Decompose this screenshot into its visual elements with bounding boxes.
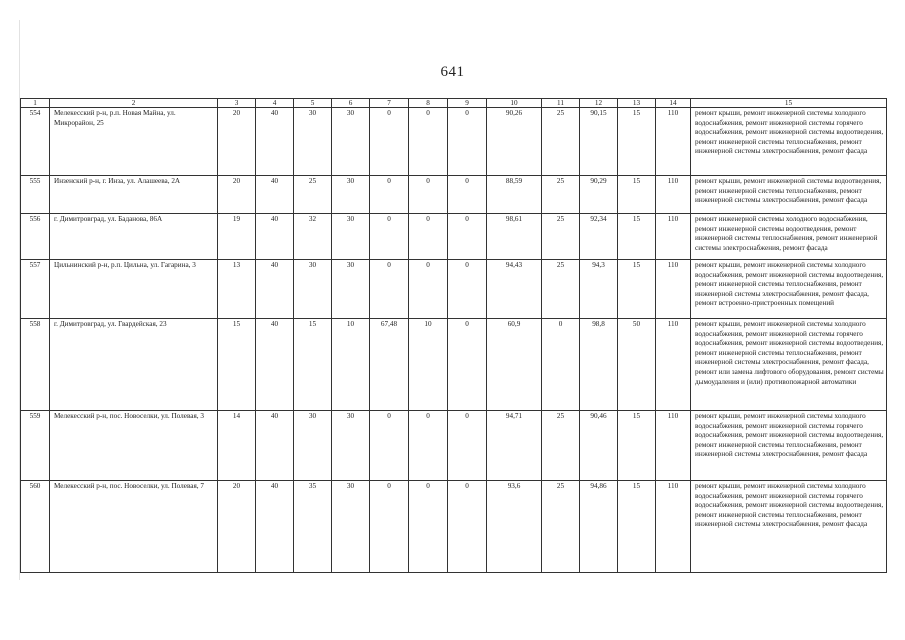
value-cell: 0	[448, 176, 487, 214]
value-cell: 15	[618, 214, 656, 260]
value-cell: 15	[218, 319, 256, 411]
value-cell: 0	[448, 214, 487, 260]
value-cell: 30	[294, 260, 332, 319]
value-cell: 0	[409, 108, 448, 176]
works-cell: ремонт крыши, ремонт инженерной системы холодного водоснабжения, ремонт инженерной системы водоотведения, ремонт инженерной системы теплоснабжения, ремонт инженерной системы электроснабжения, ремонт фасада, ремонт встроенно-пристроенных помещений	[691, 260, 887, 319]
value-cell: 60,9	[487, 319, 542, 411]
value-cell: 25	[542, 260, 580, 319]
header-cell: 3	[218, 99, 256, 108]
header-cell: 1	[21, 99, 50, 108]
row-number: 555	[21, 176, 50, 214]
value-cell: 50	[618, 319, 656, 411]
value-cell: 0	[542, 319, 580, 411]
header-cell: 6	[332, 99, 370, 108]
table-row	[21, 411, 887, 481]
value-cell: 98,8	[580, 319, 618, 411]
value-cell: 10	[409, 319, 448, 411]
value-cell: 90,29	[580, 176, 618, 214]
value-cell: 90,26	[487, 108, 542, 176]
value-cell: 0	[448, 481, 487, 573]
value-cell: 0	[370, 176, 409, 214]
value-cell: 15	[618, 481, 656, 573]
value-cell: 0	[448, 108, 487, 176]
value-cell: 88,59	[487, 176, 542, 214]
header-cell: 15	[691, 99, 887, 108]
value-cell: 0	[370, 108, 409, 176]
value-cell: 110	[656, 176, 691, 214]
value-cell: 0	[370, 260, 409, 319]
value-cell: 94,86	[580, 481, 618, 573]
value-cell: 92,34	[580, 214, 618, 260]
value-cell: 110	[656, 214, 691, 260]
capital-repair-register-table	[20, 98, 887, 573]
table-row	[21, 108, 887, 176]
value-cell: 110	[656, 108, 691, 176]
value-cell: 94,3	[580, 260, 618, 319]
value-cell: 30	[332, 108, 370, 176]
value-cell: 40	[256, 108, 294, 176]
value-cell: 0	[409, 176, 448, 214]
value-cell: 30	[332, 411, 370, 481]
value-cell: 15	[294, 319, 332, 411]
value-cell: 40	[256, 319, 294, 411]
row-number: 559	[21, 411, 50, 481]
value-cell: 20	[218, 176, 256, 214]
address-cell: Мелекесский р-н, пос. Новоселки, ул. Полевая, 3	[50, 411, 218, 481]
value-cell: 40	[256, 176, 294, 214]
works-cell: ремонт крыши, ремонт инженерной системы холодного водоснабжения, ремонт инженерной системы горячего водоснабжения, ремонт инженерной системы водоотведения, ремонт инженерной системы теплоснабжения, ремонт инженерной системы электроснабжения, ремонт фасада	[691, 108, 887, 176]
value-cell: 98,61	[487, 214, 542, 260]
table-row	[21, 214, 887, 260]
value-cell: 13	[218, 260, 256, 319]
row-number: 554	[21, 108, 50, 176]
value-cell: 90,46	[580, 411, 618, 481]
header-cell: 9	[448, 99, 487, 108]
value-cell: 110	[656, 481, 691, 573]
table-row	[21, 260, 887, 319]
value-cell: 90,15	[580, 108, 618, 176]
value-cell: 110	[656, 319, 691, 411]
header-cell: 11	[542, 99, 580, 108]
works-cell: ремонт крыши, ремонт инженерной системы холодного водоснабжения, ремонт инженерной системы горячего водоснабжения, ремонт инженерной системы водоотведения, ремонт инженерной системы теплоснабжения, ремонт инженерной системы электроснабжения, ремонт фасада, ремонт или замена лифтового оборудования, ремонт системы дымоудаления и (или) противопожарной автоматики	[691, 319, 887, 411]
value-cell: 94,71	[487, 411, 542, 481]
value-cell: 93,6	[487, 481, 542, 573]
value-cell: 0	[409, 411, 448, 481]
works-cell: ремонт инженерной системы холодного водоснабжения, ремонт инженерной системы водоотведения, ремонт инженерной системы теплоснабжения, ремонт инженерной системы электроснабжения, ремонт фасада	[691, 214, 887, 260]
value-cell: 32	[294, 214, 332, 260]
table-row	[21, 481, 887, 573]
value-cell: 35	[294, 481, 332, 573]
value-cell: 25	[542, 176, 580, 214]
header-cell: 5	[294, 99, 332, 108]
value-cell: 25	[542, 481, 580, 573]
value-cell: 20	[218, 481, 256, 573]
header-cell: 12	[580, 99, 618, 108]
value-cell: 0	[448, 411, 487, 481]
value-cell: 14	[218, 411, 256, 481]
table-row	[21, 319, 887, 411]
address-cell: г. Димитровград, ул. Гвардейская, 23	[50, 319, 218, 411]
value-cell: 25	[542, 214, 580, 260]
value-cell: 40	[256, 411, 294, 481]
value-cell: 15	[618, 176, 656, 214]
value-cell: 25	[294, 176, 332, 214]
value-cell: 0	[370, 481, 409, 573]
header-cell: 10	[487, 99, 542, 108]
header-cell: 13	[618, 99, 656, 108]
value-cell: 40	[256, 481, 294, 573]
value-cell: 0	[370, 411, 409, 481]
address-cell: г. Димитровград, ул. Баданова, 86А	[50, 214, 218, 260]
value-cell: 40	[256, 214, 294, 260]
address-cell: Мелекесский р-н, пос. Новоселки, ул. Полевая, 7	[50, 481, 218, 573]
value-cell: 15	[618, 260, 656, 319]
value-cell: 30	[332, 481, 370, 573]
header-cell: 8	[409, 99, 448, 108]
value-cell: 0	[370, 214, 409, 260]
header-cell: 7	[370, 99, 409, 108]
table-row	[21, 176, 887, 214]
row-number: 558	[21, 319, 50, 411]
value-cell: 15	[618, 411, 656, 481]
value-cell: 15	[618, 108, 656, 176]
value-cell: 10	[332, 319, 370, 411]
value-cell: 0	[409, 481, 448, 573]
header-cell: 2	[50, 99, 218, 108]
address-cell: Мелекесский р-н, р.п. Новая Майна, ул. Микрорайон, 25	[50, 108, 218, 176]
value-cell: 30	[294, 108, 332, 176]
address-cell: Инзенский р-н, г. Инза, ул. Алашеева, 2А	[50, 176, 218, 214]
value-cell: 0	[409, 214, 448, 260]
value-cell: 0	[448, 260, 487, 319]
header-cell: 4	[256, 99, 294, 108]
value-cell: 30	[332, 260, 370, 319]
works-cell: ремонт крыши, ремонт инженерной системы водоотведения, ремонт инженерной системы теплоснабжения, ремонт инженерной системы электроснабжения, ремонт фасада	[691, 176, 887, 214]
works-cell: ремонт крыши, ремонт инженерной системы холодного водоснабжения, ремонт инженерной системы горячего водоснабжения, ремонт инженерной системы водоотведения, ремонт инженерной системы теплоснабжения, ремонт инженерной системы электроснабжения, ремонт фасада	[691, 411, 887, 481]
value-cell: 0	[409, 260, 448, 319]
works-cell: ремонт крыши, ремонт инженерной системы холодного водоснабжения, ремонт инженерной системы горячего водоснабжения, ремонт инженерной системы водоотведения, ремонт инженерной системы теплоснабжения, ремонт инженерной системы электроснабжения, ремонт фасада	[691, 481, 887, 573]
value-cell: 20	[218, 108, 256, 176]
value-cell: 94,43	[487, 260, 542, 319]
value-cell: 110	[656, 260, 691, 319]
page-number: 641	[440, 64, 465, 80]
row-number: 560	[21, 481, 50, 573]
value-cell: 30	[332, 214, 370, 260]
value-cell: 30	[294, 411, 332, 481]
row-number: 556	[21, 214, 50, 260]
header-row	[21, 99, 887, 108]
value-cell: 25	[542, 411, 580, 481]
value-cell: 67,48	[370, 319, 409, 411]
value-cell: 19	[218, 214, 256, 260]
value-cell: 25	[542, 108, 580, 176]
value-cell: 0	[448, 319, 487, 411]
row-number: 557	[21, 260, 50, 319]
value-cell: 40	[256, 260, 294, 319]
address-cell: Цильнинский р-н, р.п. Цильна, ул. Гагарина, 3	[50, 260, 218, 319]
header-cell: 14	[656, 99, 691, 108]
value-cell: 30	[332, 176, 370, 214]
table-body	[21, 99, 887, 573]
value-cell: 110	[656, 411, 691, 481]
